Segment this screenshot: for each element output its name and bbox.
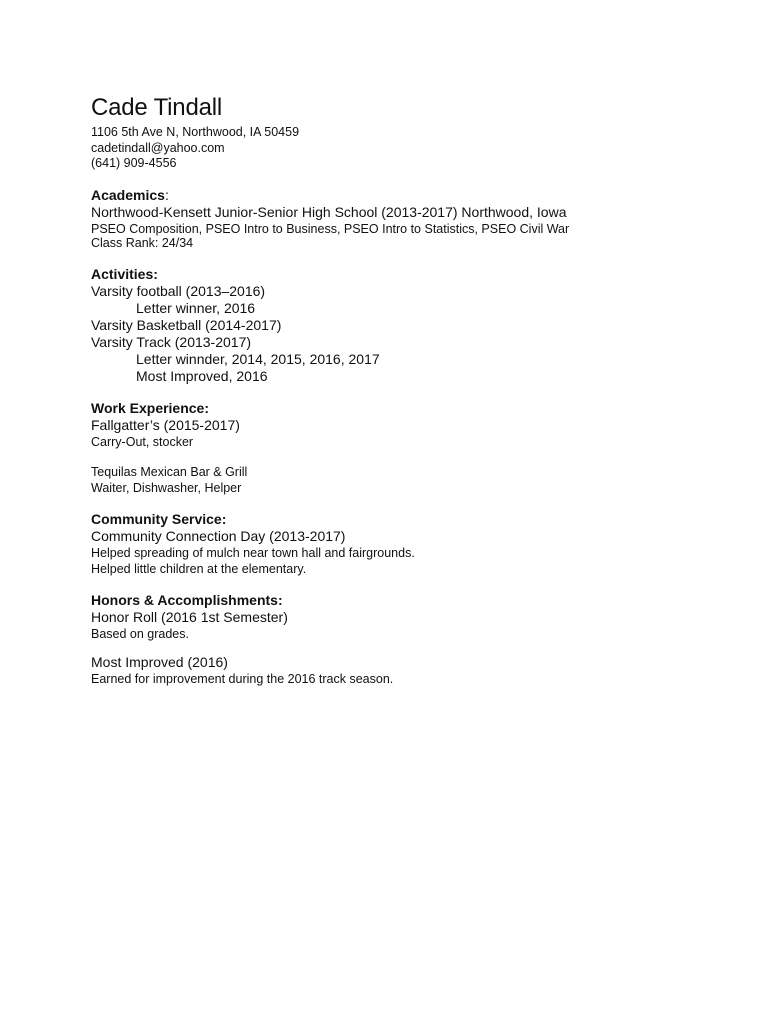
email: cadetindall@yahoo.com [91, 140, 225, 155]
service-section [91, 511, 731, 577]
academics-section [91, 187, 731, 251]
job-role: Carry-Out, stocker [91, 434, 194, 449]
activity-subitem: Letter winner, 2016 [136, 299, 256, 316]
academics-school: Northwood-Kensett Junior-Senior High School (2013-2017) Northwood, Iowa [91, 203, 567, 220]
academics-heading-colon: : [164, 186, 169, 203]
academics-heading [91, 187, 731, 204]
honor-name: Most Improved (2016) [91, 653, 228, 670]
honor-description: Earned for improvement during the 2016 track season. [91, 671, 394, 686]
activities-heading: Activities: [91, 265, 158, 282]
honors-section [91, 592, 731, 687]
resume-document [91, 94, 731, 687]
job-employer: Fallgatter’s (2015-2017) [91, 416, 240, 433]
resume-header [91, 94, 731, 172]
applicant-name: Cade Tindall [91, 94, 223, 121]
activities-section [91, 266, 731, 385]
honors-heading: Honors & Accomplishments: [91, 591, 283, 608]
phone: (641) 909-4556 [91, 156, 177, 170]
work-section [91, 400, 731, 496]
service-heading: Community Service: [91, 510, 227, 527]
activity-subitem: Most Improved, 2016 [136, 367, 268, 384]
honor-name: Honor Roll (2016 1st Semester) [91, 608, 288, 625]
activity-subitem: Letter winnder, 2014, 2015, 2016, 2017 [136, 350, 380, 367]
address: 1106 5th Ave N, Northwood, IA 50459 [91, 125, 300, 139]
activity-item: Varsity football (2013–2016) [91, 282, 266, 299]
service-detail: Helped little children at the elementary. [91, 561, 307, 576]
job-employer: Tequilas Mexican Bar & Grill [91, 464, 248, 479]
honor-description: Based on grades. [91, 626, 189, 641]
service-event: Community Connection Day (2013-2017) [91, 527, 346, 544]
activity-item: Varsity Track (2013-2017) [91, 333, 252, 350]
academics-heading-text: Academics [91, 186, 165, 203]
academics-rank: Class Rank: 24/34 [91, 235, 194, 250]
job-role: Waiter, Dishwasher, Helper [91, 480, 242, 495]
service-detail: Helped spreading of mulch near town hall and fairgrounds. [91, 545, 415, 560]
activity-item: Varsity Basketball (2014-2017) [91, 316, 282, 333]
academics-courses: PSEO Composition, PSEO Intro to Business, PSEO Intro to Statistics, PSEO Civil War [91, 221, 570, 236]
work-heading: Work Experience: [91, 399, 210, 416]
